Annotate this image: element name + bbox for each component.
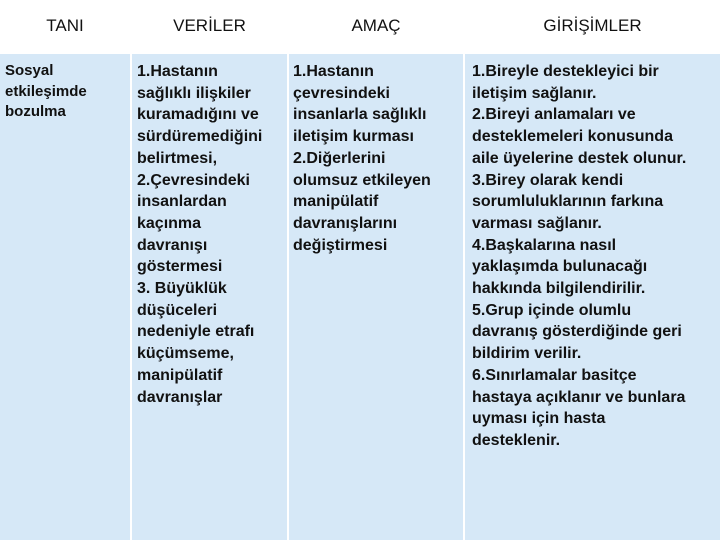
cell-line: sağlıklı ilişkiler bbox=[137, 84, 251, 102]
cell-line: manipülatif bbox=[293, 193, 379, 211]
cell-line: desteklemeleri konusunda bbox=[472, 128, 673, 146]
cell-line: 5.Grup içinde olumlu bbox=[472, 301, 632, 319]
cell-line: 3. Büyüklük bbox=[137, 280, 227, 298]
cell-line: çevresindeki bbox=[293, 84, 390, 102]
cell-line: 4.Başkalarına nasıl bbox=[472, 236, 617, 254]
cell-line: insanlarla sağlıklı bbox=[293, 106, 427, 124]
cell-amac bbox=[288, 53, 464, 540]
cell-line: sorumluluklarının farkına bbox=[472, 193, 664, 211]
cell-line: küçümseme, bbox=[137, 345, 234, 363]
cell-line: bozulma bbox=[5, 103, 66, 120]
cell-line: hastaya açıklanır ve bunlara bbox=[472, 388, 686, 406]
cell-line: bildirim verilir. bbox=[472, 345, 582, 363]
cell-tani bbox=[0, 53, 131, 540]
cell-line: iletişim sağlanır. bbox=[472, 84, 597, 102]
cell-line: hakkında bilgilendirilir. bbox=[472, 280, 646, 298]
cell-line: sürdüremediğini bbox=[137, 128, 263, 146]
header-row bbox=[0, 0, 720, 53]
cell-line: davranışlarını bbox=[293, 214, 398, 232]
cell-veriler bbox=[131, 53, 288, 540]
cell-line: 1.Bireyle destekleyici bir bbox=[472, 63, 659, 80]
header-girisimler: GİRİŞİMLER bbox=[464, 0, 720, 53]
cell-line: 2.Çevresindeki bbox=[137, 171, 250, 189]
cell-line: 1.Hastanın bbox=[293, 63, 374, 80]
header-amac: AMAÇ bbox=[288, 0, 464, 53]
cell-line: 2.Bireyi anlamaları ve bbox=[472, 106, 636, 124]
cell-line: kuramadığını ve bbox=[137, 106, 259, 124]
cell-line: 6.Sınırlamalar basitçe bbox=[472, 366, 637, 384]
cell-line: nedeniyle etrafı bbox=[137, 323, 255, 341]
cell-line: etkileşimde bbox=[5, 82, 87, 100]
cell-girisimler bbox=[464, 53, 720, 540]
cell-line: Sosyal bbox=[5, 62, 54, 79]
cell-line: davranışlar bbox=[137, 388, 223, 406]
cell-line: kaçınma bbox=[137, 214, 202, 232]
cell-line: uyması için hasta bbox=[472, 410, 606, 428]
header-tani: TANI bbox=[0, 0, 131, 53]
cell-line: olumsuz etkileyen bbox=[293, 171, 431, 189]
cell-line: insanlardan bbox=[137, 193, 227, 211]
cell-line: iletişim kurması bbox=[293, 128, 414, 146]
cell-line: değiştirmesi bbox=[293, 236, 388, 254]
header-veriler: VERİLER bbox=[131, 0, 288, 53]
table-row bbox=[0, 53, 720, 540]
cell-line: 3.Birey olarak kendi bbox=[472, 171, 624, 189]
cell-line: varması sağlanır. bbox=[472, 214, 602, 232]
cell-line: manipülatif bbox=[137, 366, 223, 384]
cell-line: belirtmesi, bbox=[137, 149, 218, 167]
cell-line: 2.Diğerlerini bbox=[293, 149, 386, 167]
cell-line: davranış gösterdiğinde geri bbox=[472, 323, 682, 341]
cell-line: aile üyelerine destek olunur. bbox=[472, 149, 687, 167]
cell-line: göstermesi bbox=[137, 258, 223, 276]
cell-line: desteklenir. bbox=[472, 431, 561, 449]
cell-line: yaklaşımda bulunacağı bbox=[472, 258, 648, 276]
cell-line: düşüceleri bbox=[137, 301, 218, 319]
cell-line: davranışı bbox=[137, 236, 208, 254]
cell-line: 1.Hastanın bbox=[137, 63, 218, 80]
